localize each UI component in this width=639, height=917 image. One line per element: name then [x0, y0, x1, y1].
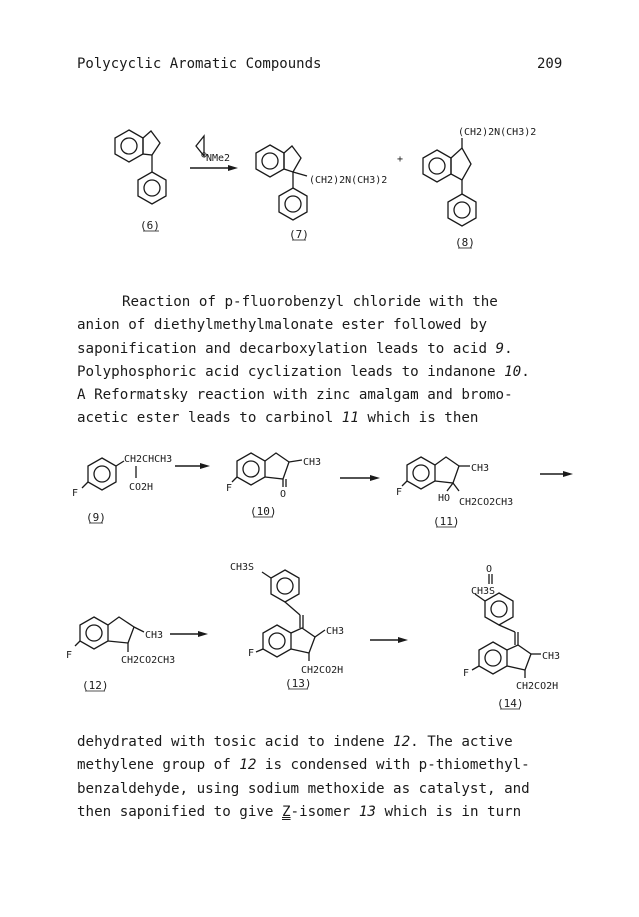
isomer-z: Z: [282, 803, 291, 820]
page-number: 209: [537, 56, 563, 72]
label-compound-11: (11): [433, 515, 460, 528]
text-line: acetic ester leads to carbinol 11 which is then: [77, 410, 479, 427]
svg-text:F: F: [72, 488, 79, 499]
svg-text:CH3: CH3: [145, 630, 164, 641]
compound-ref-9: 9: [495, 340, 505, 357]
running-header-title: Polycyclic Aromatic Compounds: [77, 56, 322, 72]
label-compound-12: (12): [82, 679, 109, 692]
structure-7: [256, 145, 307, 220]
label-compound-6: (6): [140, 219, 160, 232]
svg-text:HO: HO: [438, 493, 451, 504]
label-compound-14: (14): [497, 697, 524, 710]
group-9-chain: CH2CHCH3: [124, 454, 173, 465]
text-line: dehydrated with tosic acid to indene 12. The active: [77, 734, 513, 750]
svg-text:CH3S: CH3S: [230, 562, 255, 573]
body-paragraph-2: [77, 731, 530, 824]
group-8-substituent: (CH2)2N(CH3)2: [458, 127, 537, 138]
structure-10: [232, 453, 302, 487]
structure-6: [115, 130, 166, 204]
reagent-label: NMe2: [206, 153, 231, 164]
svg-text:O: O: [280, 489, 287, 500]
compound-ref-10: 10: [504, 363, 522, 380]
svg-text:F: F: [226, 483, 233, 494]
svg-text:CH2CO2CH3: CH2CO2CH3: [459, 497, 514, 508]
compound-ref-12: 12: [393, 734, 411, 750]
svg-text:CH3: CH3: [303, 457, 322, 468]
reaction-scheme-2: [0, 440, 639, 725]
text-line: anion of diethylmethylmalonate ester followed by: [77, 317, 487, 334]
text-line: saponification and decarboxylation leads to acid 9.: [77, 340, 513, 357]
svg-text:⊕: ⊕: [201, 150, 208, 161]
text-line: Polyphosphoric acid cyclization leads to indanone 10.: [77, 363, 530, 380]
group-7-substituent: (CH2)2N(CH3)2: [309, 175, 388, 186]
compound-ref-13: 13: [358, 803, 376, 820]
svg-text:CH3: CH3: [471, 463, 490, 474]
structure-8: [423, 138, 476, 226]
svg-text:CH2CO2CH3: CH2CO2CH3: [121, 655, 176, 666]
reagent-aziridinium: [196, 136, 230, 164]
text-line: methylene group of 12 is condensed with p-thiomethyl-: [77, 757, 530, 774]
structure-11: [402, 457, 470, 491]
svg-text:CH3: CH3: [326, 626, 345, 637]
compound-ref-12: 12: [239, 757, 257, 774]
svg-text:O: O: [486, 564, 493, 575]
label-compound-10: (10): [250, 505, 277, 518]
svg-text:F: F: [66, 650, 73, 661]
body-paragraph-1: [77, 291, 530, 431]
text-line: then saponified to give Z-isomer 13 which is in turn: [77, 803, 522, 820]
group-9-acid: CO2H: [129, 482, 154, 493]
label-compound-13: (13): [285, 677, 312, 690]
structure-12: [75, 617, 144, 652]
reaction-scheme-1: [0, 110, 639, 260]
svg-text:CH2CO2H: CH2CO2H: [516, 681, 559, 692]
svg-text:F: F: [396, 487, 403, 498]
svg-text:F: F: [248, 648, 255, 659]
structure-13: [256, 570, 325, 661]
text-line: Reaction of p-fluorobenzyl chloride with the: [122, 294, 498, 310]
text-line: benzaldehyde, using sodium methoxide as catalyst, and: [77, 780, 530, 797]
compound-ref-11: 11: [341, 410, 359, 427]
plus-sign: +: [397, 154, 404, 165]
svg-text:CH3S: CH3S: [471, 586, 496, 597]
svg-text:F: F: [463, 668, 470, 679]
label-compound-8: (8): [455, 236, 475, 249]
label-compound-7: (7): [289, 228, 309, 241]
text-line: A Reformatsky reaction with zinc amalgam and bromo-: [77, 387, 513, 404]
label-compound-9: (9): [86, 511, 106, 524]
svg-text:CH2CO2H: CH2CO2H: [301, 665, 344, 676]
svg-text:CH3: CH3: [542, 651, 561, 662]
